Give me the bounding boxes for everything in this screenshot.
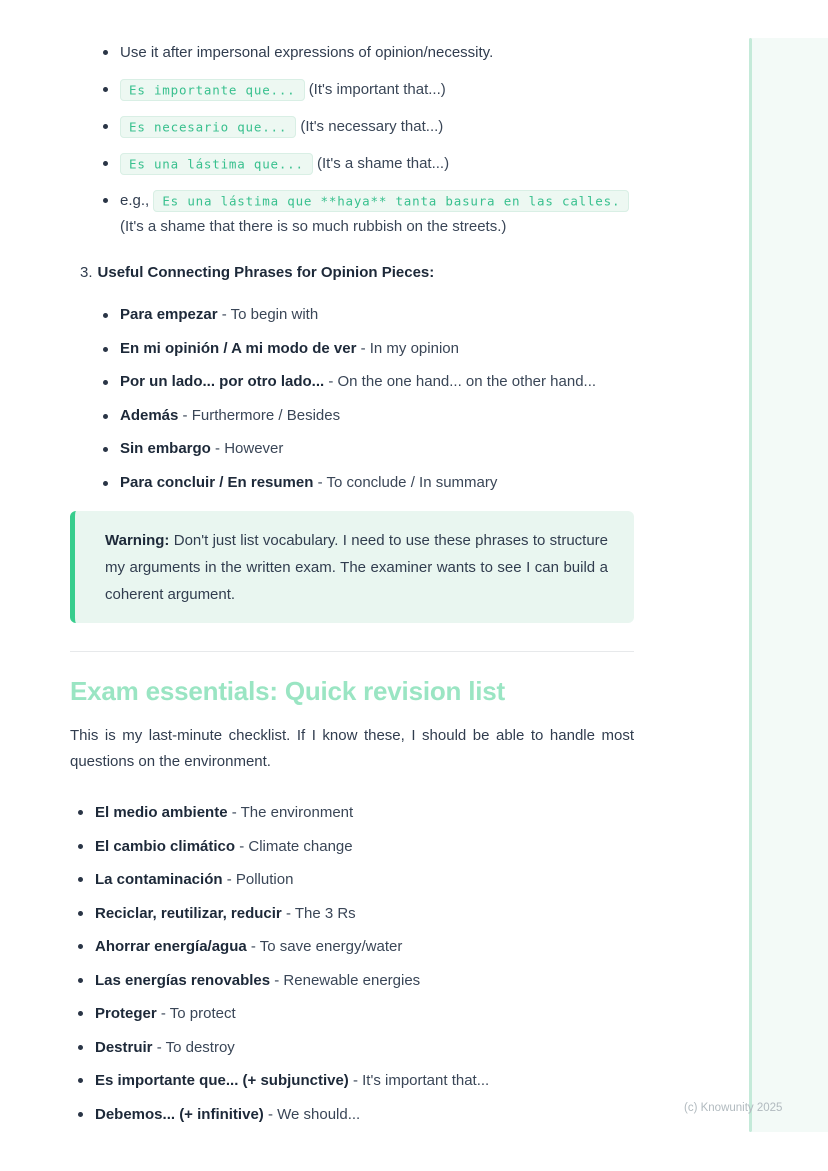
bullet-icon: [78, 911, 83, 916]
spanish-term: Las energías renovables: [95, 971, 271, 989]
list-item: [70, 471, 634, 496]
translation-text: - In my opinion: [360, 339, 459, 357]
bullet-icon: [78, 877, 83, 882]
translation-text: - Furthermore / Besides: [182, 406, 341, 424]
spanish-term: Proteger: [95, 1005, 157, 1022]
bullet-icon: [103, 161, 108, 166]
subjunctive-usage-list: [70, 40, 634, 240]
bullet-icon: [103, 414, 108, 419]
section-number: 3.: [80, 264, 93, 281]
spanish-term: Ahorrar energía/agua: [95, 938, 247, 955]
translation-text: - To save energy/water: [250, 938, 403, 955]
list-item: [70, 151, 634, 177]
warning-body: Don't just list vocabulary. I need to use these phrases to structure my arguments in the written exam. The examiner wants to see I can build a coherent argument.: [105, 532, 609, 603]
bullet-icon: [103, 447, 108, 452]
list-item-text: Use it after impersonal expressions of opinion/necessity.: [120, 44, 494, 61]
bullet-icon: [78, 1112, 83, 1117]
connecting-phrases-list: [70, 303, 634, 495]
spanish-term: Sin embargo: [120, 440, 211, 457]
code-chip: Es importante que...: [120, 79, 305, 101]
spanish-term: Es importante que... (+ subjunctive): [95, 1072, 349, 1089]
warning-callout: [70, 511, 634, 623]
translation-text: - Climate change: [239, 837, 353, 855]
spanish-term: Para empezar: [120, 306, 218, 323]
spanish-term: Además: [120, 406, 179, 424]
bullet-icon: [103, 347, 108, 352]
numbered-section-heading: [80, 262, 634, 284]
page-title: Exam essentials: Quick revision list: [70, 676, 506, 706]
bullet-icon: [78, 944, 83, 949]
translation-text: - The 3 Rs: [285, 904, 356, 922]
list-item: [70, 77, 634, 103]
translation-text: (It's important that...): [308, 81, 446, 98]
bullet-icon: [103, 50, 108, 55]
list-item: [70, 1002, 634, 1026]
bullet-icon: [78, 1078, 83, 1083]
translation-text: - The environment: [231, 804, 354, 821]
translation-text: - We should...: [267, 1105, 361, 1123]
translation-text: - However: [215, 440, 284, 457]
translation-text: - To protect: [160, 1005, 236, 1022]
list-item: [70, 114, 634, 140]
bullet-icon: [103, 124, 108, 129]
list-item: [70, 935, 634, 959]
example-prefix: e.g.,: [120, 192, 150, 209]
spanish-term: Reciclar, reutilizar, reducir: [95, 904, 282, 922]
code-chip: Es necesario que...: [120, 116, 296, 138]
translation-text: (It's a shame that there is so much rubbish on the streets.): [120, 218, 507, 235]
revision-checklist: [70, 801, 634, 1127]
spanish-term: El cambio climático: [95, 837, 236, 855]
warning-label: Warning:: [105, 532, 170, 549]
page-edge-tint: [752, 38, 828, 1132]
list-item: [70, 801, 634, 825]
bullet-icon: [103, 380, 108, 385]
list-item: [70, 337, 634, 362]
translation-text: - To conclude / In summary: [317, 473, 498, 491]
bullet-icon: [78, 810, 83, 815]
bullet-icon: [78, 978, 83, 983]
list-item: [70, 1069, 634, 1093]
list-item: [70, 969, 634, 993]
list-item: [70, 370, 634, 395]
translation-text: - To begin with: [221, 306, 319, 323]
translation-text: - It's important that...: [352, 1072, 490, 1089]
spanish-term: Para concluir / En resumen: [120, 473, 314, 491]
copyright-notice: (c) Knowunity 2025: [684, 1102, 783, 1114]
bullet-icon: [78, 1011, 83, 1016]
translation-text: (It's necessary that...): [300, 118, 444, 135]
section-divider: [70, 651, 634, 652]
translation-text: (It's a shame that...): [317, 155, 450, 172]
list-item: [70, 868, 634, 892]
list-item: [70, 835, 634, 859]
bullet-icon: [103, 313, 108, 318]
spanish-term: Debemos... (+ infinitive): [95, 1105, 264, 1123]
warning-text: [105, 527, 608, 608]
list-item: [70, 40, 634, 66]
list-item: [70, 303, 634, 328]
spanish-term: Por un lado... por otro lado...: [120, 373, 325, 390]
bullet-icon: [78, 1045, 83, 1050]
code-chip: Es una lástima que **haya** tanta basura en las calles.: [153, 190, 629, 212]
translation-text: - On the one hand... on the other hand...: [328, 373, 597, 390]
list-item: [70, 902, 634, 926]
translation-text: - Pollution: [226, 871, 294, 888]
page-content: [70, 40, 634, 1136]
section-title: Useful Connecting Phrases for Opinion Pieces:: [97, 264, 435, 281]
spanish-term: En mi opinión / A mi modo de ver: [120, 339, 357, 357]
spanish-term: El medio ambiente: [95, 804, 228, 821]
translation-text: - To destroy: [156, 1038, 235, 1056]
bullet-icon: [103, 198, 108, 203]
list-item: [70, 404, 634, 429]
spanish-term: La contaminación: [95, 871, 223, 888]
translation-text: - Renewable energies: [274, 971, 421, 989]
code-chip: Es una lástima que...: [120, 153, 313, 175]
list-item: [70, 1036, 634, 1060]
list-item: [70, 437, 634, 462]
bullet-icon: [103, 87, 108, 92]
page-edge-line: [749, 38, 752, 1132]
list-item-example: [70, 188, 634, 240]
intro-paragraph: This is my last-minute checklist. If I know these, I should be able to handle most questions on the environment.: [70, 727, 634, 770]
bullet-icon: [103, 481, 108, 486]
spanish-term: Destruir: [95, 1038, 153, 1056]
list-item: [70, 1103, 634, 1127]
bullet-icon: [78, 844, 83, 849]
